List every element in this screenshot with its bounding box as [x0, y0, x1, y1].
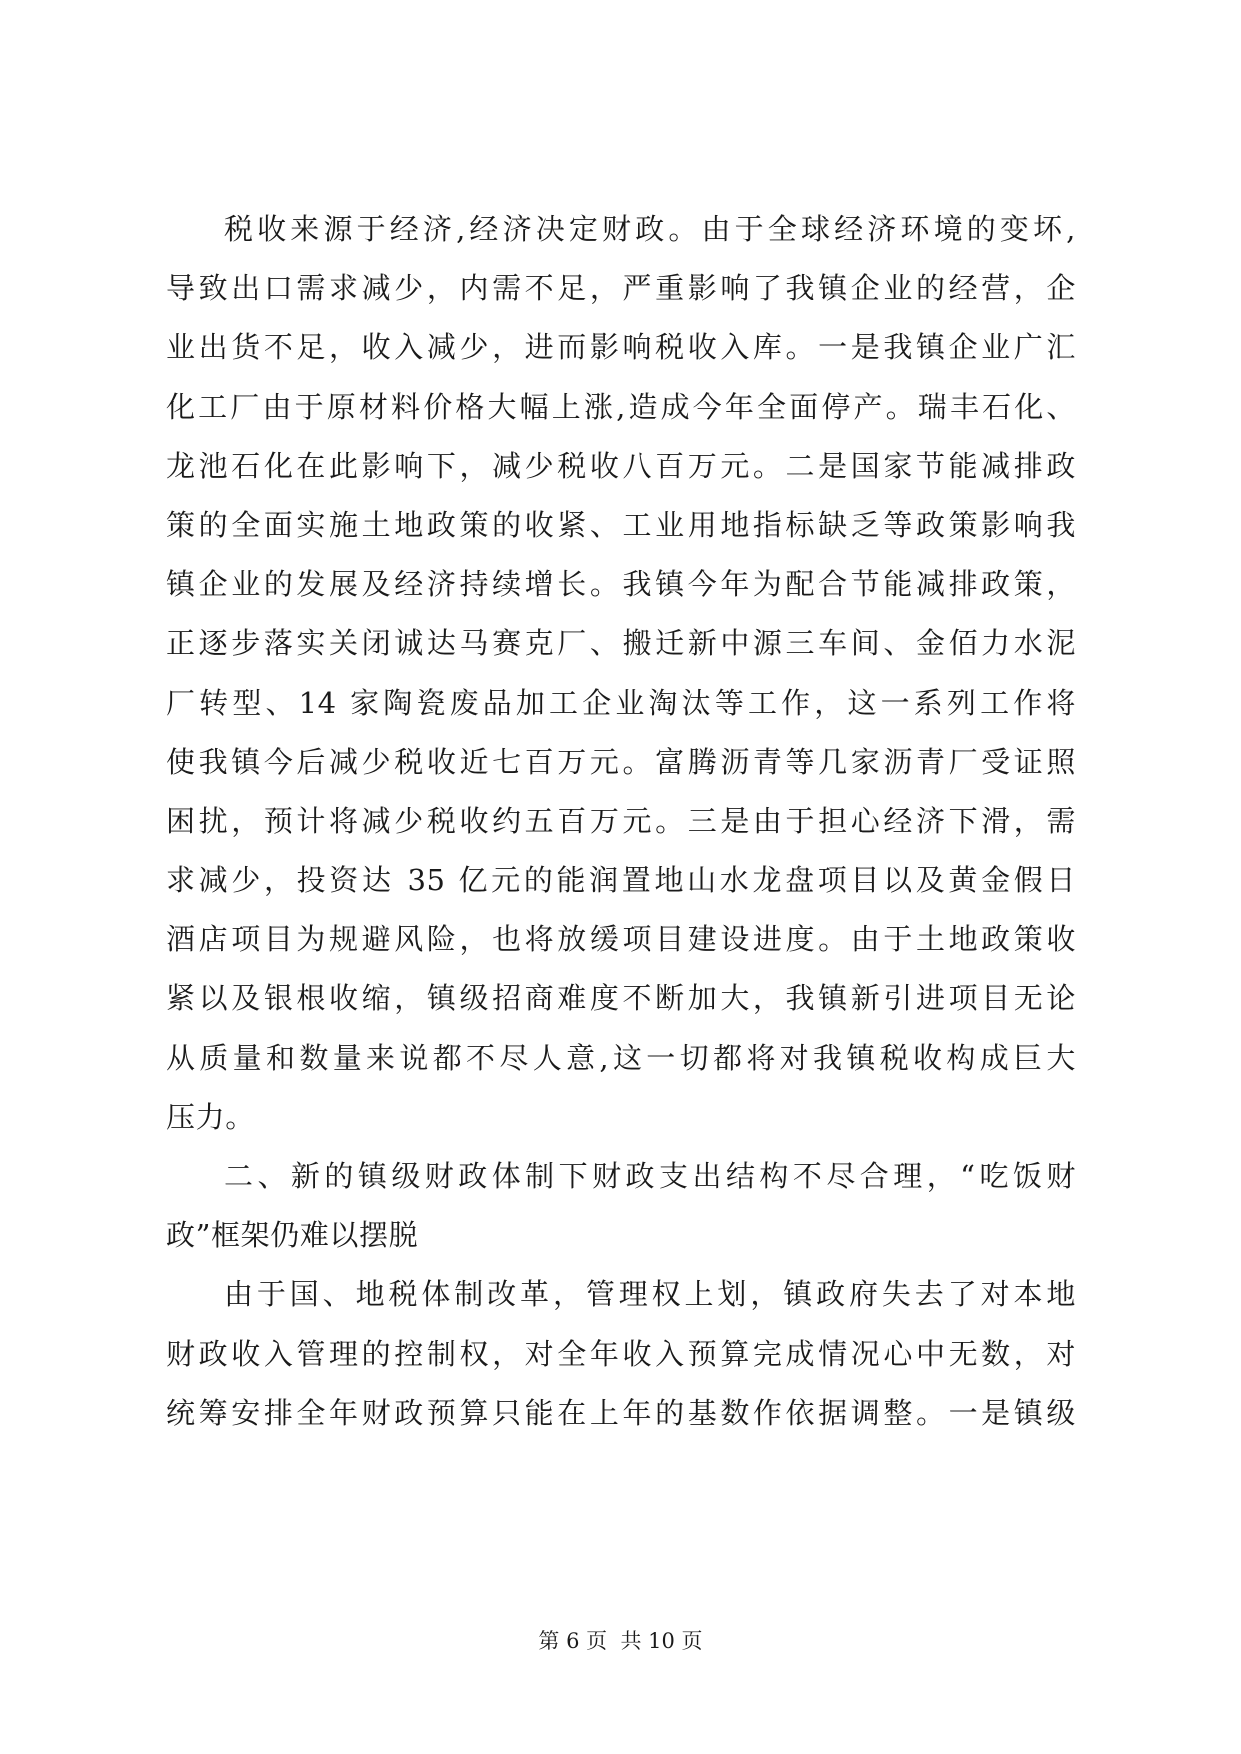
paragraph-line: 化工厂由于原材料价格大幅上涨,造成今年全面停产。瑞丰石化、: [166, 389, 1076, 424]
section-heading-line: 二、新的镇级财政体制下财政支出结构不尽合理，“吃饭财: [224, 1159, 1076, 1193]
paragraph-line: 酒店项目为规避风险，也将放缓项目建设进度。由于土地政策收: [166, 922, 1076, 957]
body-text: [166, 200, 1076, 1443]
paragraph-line: 紧以及银根收缩，镇级招商难度不断加大，我镇新引进项目无论: [166, 981, 1076, 1016]
paragraph-line: 财政收入管理的控制权，对全年收入预算完成情况心中无数，对: [166, 1336, 1076, 1371]
paragraph-line: 统筹安排全年财政预算只能在上年的基数作依据调整。一是镇级: [166, 1395, 1076, 1430]
page-number: 第 6 页 共 10 页: [538, 1629, 703, 1653]
paragraph-line: 业出货不足，收入减少，进而影响税收入库。一是我镇企业广汇: [166, 330, 1076, 365]
paragraph-line: 从质量和数量来说都不尽人意,这一切都将对我镇税收构成巨大: [166, 1040, 1076, 1075]
paragraph-line: 厂转型、14 家陶瓷废品加工企业淘汰等工作，这一系列工作将: [166, 685, 1076, 720]
paragraph-line: 税收来源于经济,经济决定财政。由于全球经济环境的变坏,: [224, 212, 1076, 246]
paragraph-line: 导致出口需求减少，内需不足，严重影响了我镇企业的经营，企: [166, 271, 1076, 306]
paragraph-line: 使我镇今后减少税收近七百万元。富腾沥青等几家沥青厂受证照: [166, 744, 1076, 779]
paragraph-line: 镇企业的发展及经济持续增长。我镇今年为配合节能减排政策，: [166, 567, 1076, 602]
paragraph-line: 求减少，投资达 35 亿元的能润置地山水龙盘项目以及黄金假日: [166, 863, 1076, 898]
paragraph-line: 正逐步落实关闭诚达马赛克厂、搬迁新中源三车间、金佰力水泥: [166, 626, 1076, 661]
paragraph-line: 由于国、地税体制改革，管理权上划，镇政府失去了对本地: [224, 1277, 1076, 1312]
paragraph-line: 困扰，预计将减少税收约五百万元。三是由于担心经济下滑，需: [166, 803, 1076, 838]
paragraph-line: 策的全面实施土地政策的收紧、工业用地指标缺乏等政策影响我: [166, 507, 1076, 542]
paragraph-line: 压力。: [166, 1099, 255, 1134]
page-footer: [0, 1626, 1241, 1656]
section-heading-line: 政”框架仍难以摆脱: [166, 1218, 419, 1253]
paragraph-line: 龙池石化在此影响下，减少税收八百万元。二是国家节能减排政: [166, 448, 1076, 483]
